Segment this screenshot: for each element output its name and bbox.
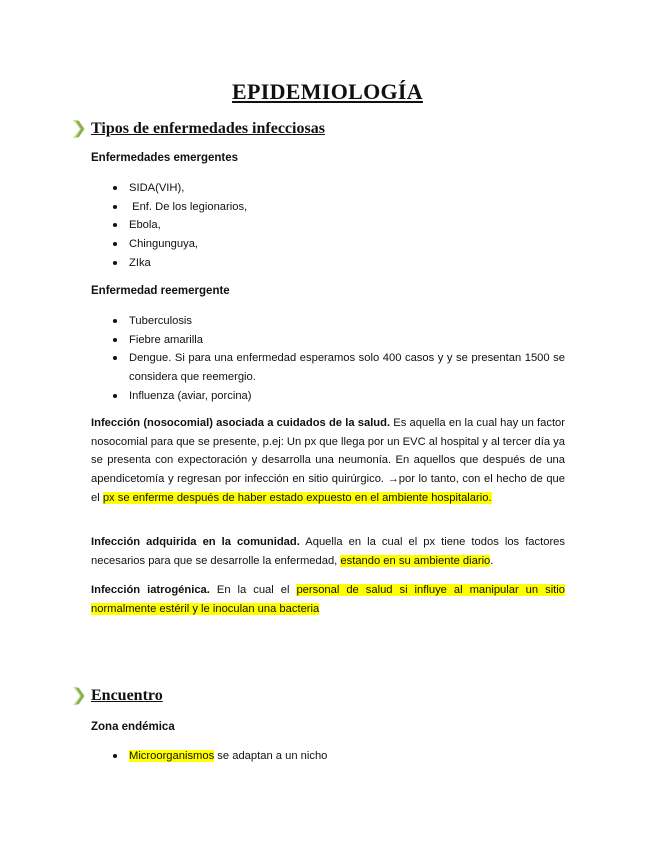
paragraph-iatrogenica [91,581,565,618]
term-comunidad: Infección adquirida en la comunidad. [91,536,300,548]
list-reemergente [91,312,565,406]
subheading-zona-endemica: Zona endémica [91,721,175,733]
list-item [91,747,565,766]
list-item: SIDA(VIH), [91,179,565,198]
term-nosocomial: Infección (nosocomial) asociada a cuidados de la salud. [91,417,391,429]
section-title: Encuentro [91,687,163,704]
text-comunidad: Aquella en la cual el px tiene todos los factores necesarios para que se desarrolle la enfermedad, [91,536,565,567]
text-iatrogenica: En la cual el [209,584,297,596]
page-title: EPIDEMIOLOGÍA [232,79,423,104]
highlight-microorganismos: Microorganismos [129,750,215,762]
list-item: Influenza (aviar, porcina) [91,387,565,406]
paragraph-nosocomial [91,414,565,508]
list-item: Dengue. Si para una enfermedad esperamos solo 400 casos y y se presentan 1500 se considera que reemergio. [91,349,565,386]
list-item: Tuberculosis [91,312,565,331]
list-item: Ebola, [91,216,565,235]
list-item: Chingunguya, [91,235,565,254]
highlight-comunidad: estando en su ambiente diario [340,554,491,567]
text-comunidad-end: . [490,554,494,567]
chevron-right-icon [72,119,86,139]
chevron-right-icon [72,686,86,706]
highlight-nosocomial: px se enferme después de haber estado expuesto en el ambiente hospitalario. [102,491,492,504]
text-nosocomial: Es aquella en la cual hay un factor nosocomial para que se presente, p.ej: Un px que llega por un EVC al hospital y al tercer día ya se presenta con expectoración y desarrolla una neumonía. En aquellos que después de una apendicetomía y regresan por infección en sitio quirúrgico. →por lo tanto, con el hecho de que el [91,417,565,504]
list-item: Fiebre amarilla [91,331,565,350]
section-heading-tipos [72,118,325,140]
text-microorganismos: se adaptan a un nicho [214,750,328,762]
subheading-emergentes: Enfermedades emergentes [91,152,239,164]
list-emergentes [91,179,565,273]
list-item: Enf. De los legionarios, [91,198,565,217]
subheading-reemergente: Enfermedad reemergente [91,285,230,297]
paragraph-comunidad [91,533,565,570]
section-title: Tipos de enfermedades infecciosas [91,120,325,137]
list-item: ZIka [91,254,565,273]
highlight-iatrogenica: personal de salud si influye al manipular un sitio normalmente estéril y le inoculan una bacteria [91,584,565,615]
list-encuentro [91,747,565,766]
section-heading-encuentro [72,685,163,707]
term-iatrogenica: Infección iatrogénica. [91,584,210,596]
